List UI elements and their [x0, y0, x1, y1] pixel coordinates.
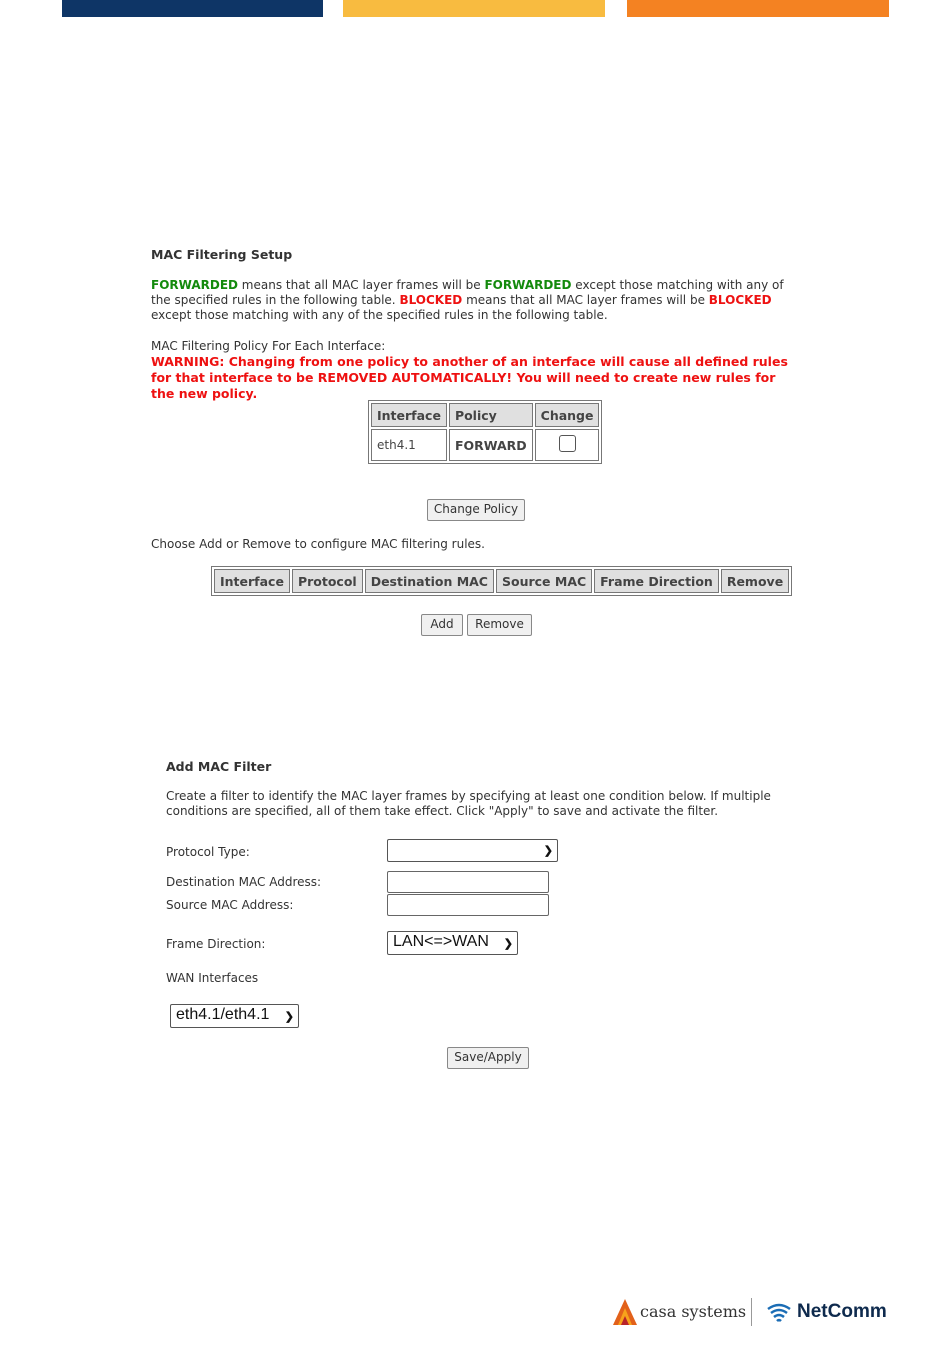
add-button[interactable]: Add: [421, 614, 463, 636]
rules-header-remove: Remove: [721, 569, 789, 593]
save-apply-button[interactable]: Save/Apply: [447, 1047, 529, 1069]
chevron-down-icon: ❯: [543, 845, 553, 857]
protocol-type-label: Protocol Type:: [166, 845, 250, 859]
rules-header-protocol: Protocol: [292, 569, 363, 593]
policy-row-interface: eth4.1: [371, 429, 447, 461]
frame-direction-select[interactable]: LAN<=>WAN ❯: [387, 931, 518, 955]
policy-warning: WARNING: Changing from one policy to another of an interface will cause all defined rules for that interface to be REMOVED AUTOMATICALLY! You will need to create new rules for the new policy.: [151, 354, 788, 401]
wan-interface-select[interactable]: eth4.1/eth4.1 ❯: [170, 1004, 299, 1028]
setup-description: FORWARDED means that all MAC layer frames will be FORWARDED except those matching with any of the specified rules in the following table. BLOCKED means that all MAC layer frames will be BLOCKED except those matching with any of the specified rules in the following table.: [151, 278, 784, 322]
netcomm-logo-icon: [765, 1300, 793, 1326]
src-mac-input[interactable]: [387, 894, 549, 916]
footer-logos: [612, 1296, 887, 1330]
chevron-down-icon: ❯: [284, 1011, 294, 1023]
rules-header-source-mac: Source MAC: [496, 569, 592, 593]
protocol-type-select[interactable]: [387, 839, 558, 862]
wan-interfaces-label: WAN Interfaces: [166, 971, 259, 985]
policy-row-change-cell: [535, 429, 600, 461]
policy-label: MAC Filtering Policy For Each Interface:: [151, 339, 386, 353]
policy-row-policy: FORWARD: [449, 429, 533, 461]
src-mac-label: Source MAC Address:: [166, 898, 294, 912]
policy-header-change: Change: [535, 403, 600, 427]
netcomm-logo-text: NetComm: [797, 1301, 887, 1322]
casa-logo-icon: [612, 1298, 638, 1326]
logo-divider: [751, 1298, 752, 1326]
mac-filtering-setup-title: MAC Filtering Setup: [151, 247, 293, 262]
chevron-down-icon: ❯: [503, 938, 513, 950]
change-policy-button[interactable]: Change Policy: [427, 499, 525, 521]
change-policy-checkbox[interactable]: [559, 435, 576, 452]
casa-logo-text: casa systems: [640, 1302, 747, 1321]
rules-header-frame-direction: Frame Direction: [594, 569, 719, 593]
blocked-keyword: BLOCKED: [399, 293, 463, 307]
policy-header-interface: Interface: [371, 403, 447, 427]
table-row: [371, 429, 599, 461]
rules-header-interface: Interface: [214, 569, 290, 593]
header-bar-orange: [627, 0, 889, 17]
forwarded-keyword: FORWARDED: [151, 278, 238, 292]
policy-header-policy: Policy: [449, 403, 533, 427]
frame-direction-label: Frame Direction:: [166, 937, 266, 951]
dest-mac-label: Destination MAC Address:: [166, 875, 322, 889]
mac-rules-table: [211, 566, 792, 596]
add-filter-description: Create a filter to identify the MAC layer frames by specifying at least one condition below. If multiple conditions are specified, all of them take effect. Click "Apply" to save and activate the filter.: [166, 789, 771, 818]
dest-mac-input[interactable]: [387, 871, 549, 893]
add-mac-filter-title: Add MAC Filter: [166, 759, 272, 774]
header-bar-yellow: [343, 0, 605, 17]
choose-add-remove-text: Choose Add or Remove to configure MAC filtering rules.: [151, 537, 485, 551]
header-bar-navy: [62, 0, 323, 17]
policy-table: [368, 400, 602, 464]
rules-header-destination-mac: Destination MAC: [365, 569, 494, 593]
remove-button[interactable]: Remove: [467, 614, 532, 636]
